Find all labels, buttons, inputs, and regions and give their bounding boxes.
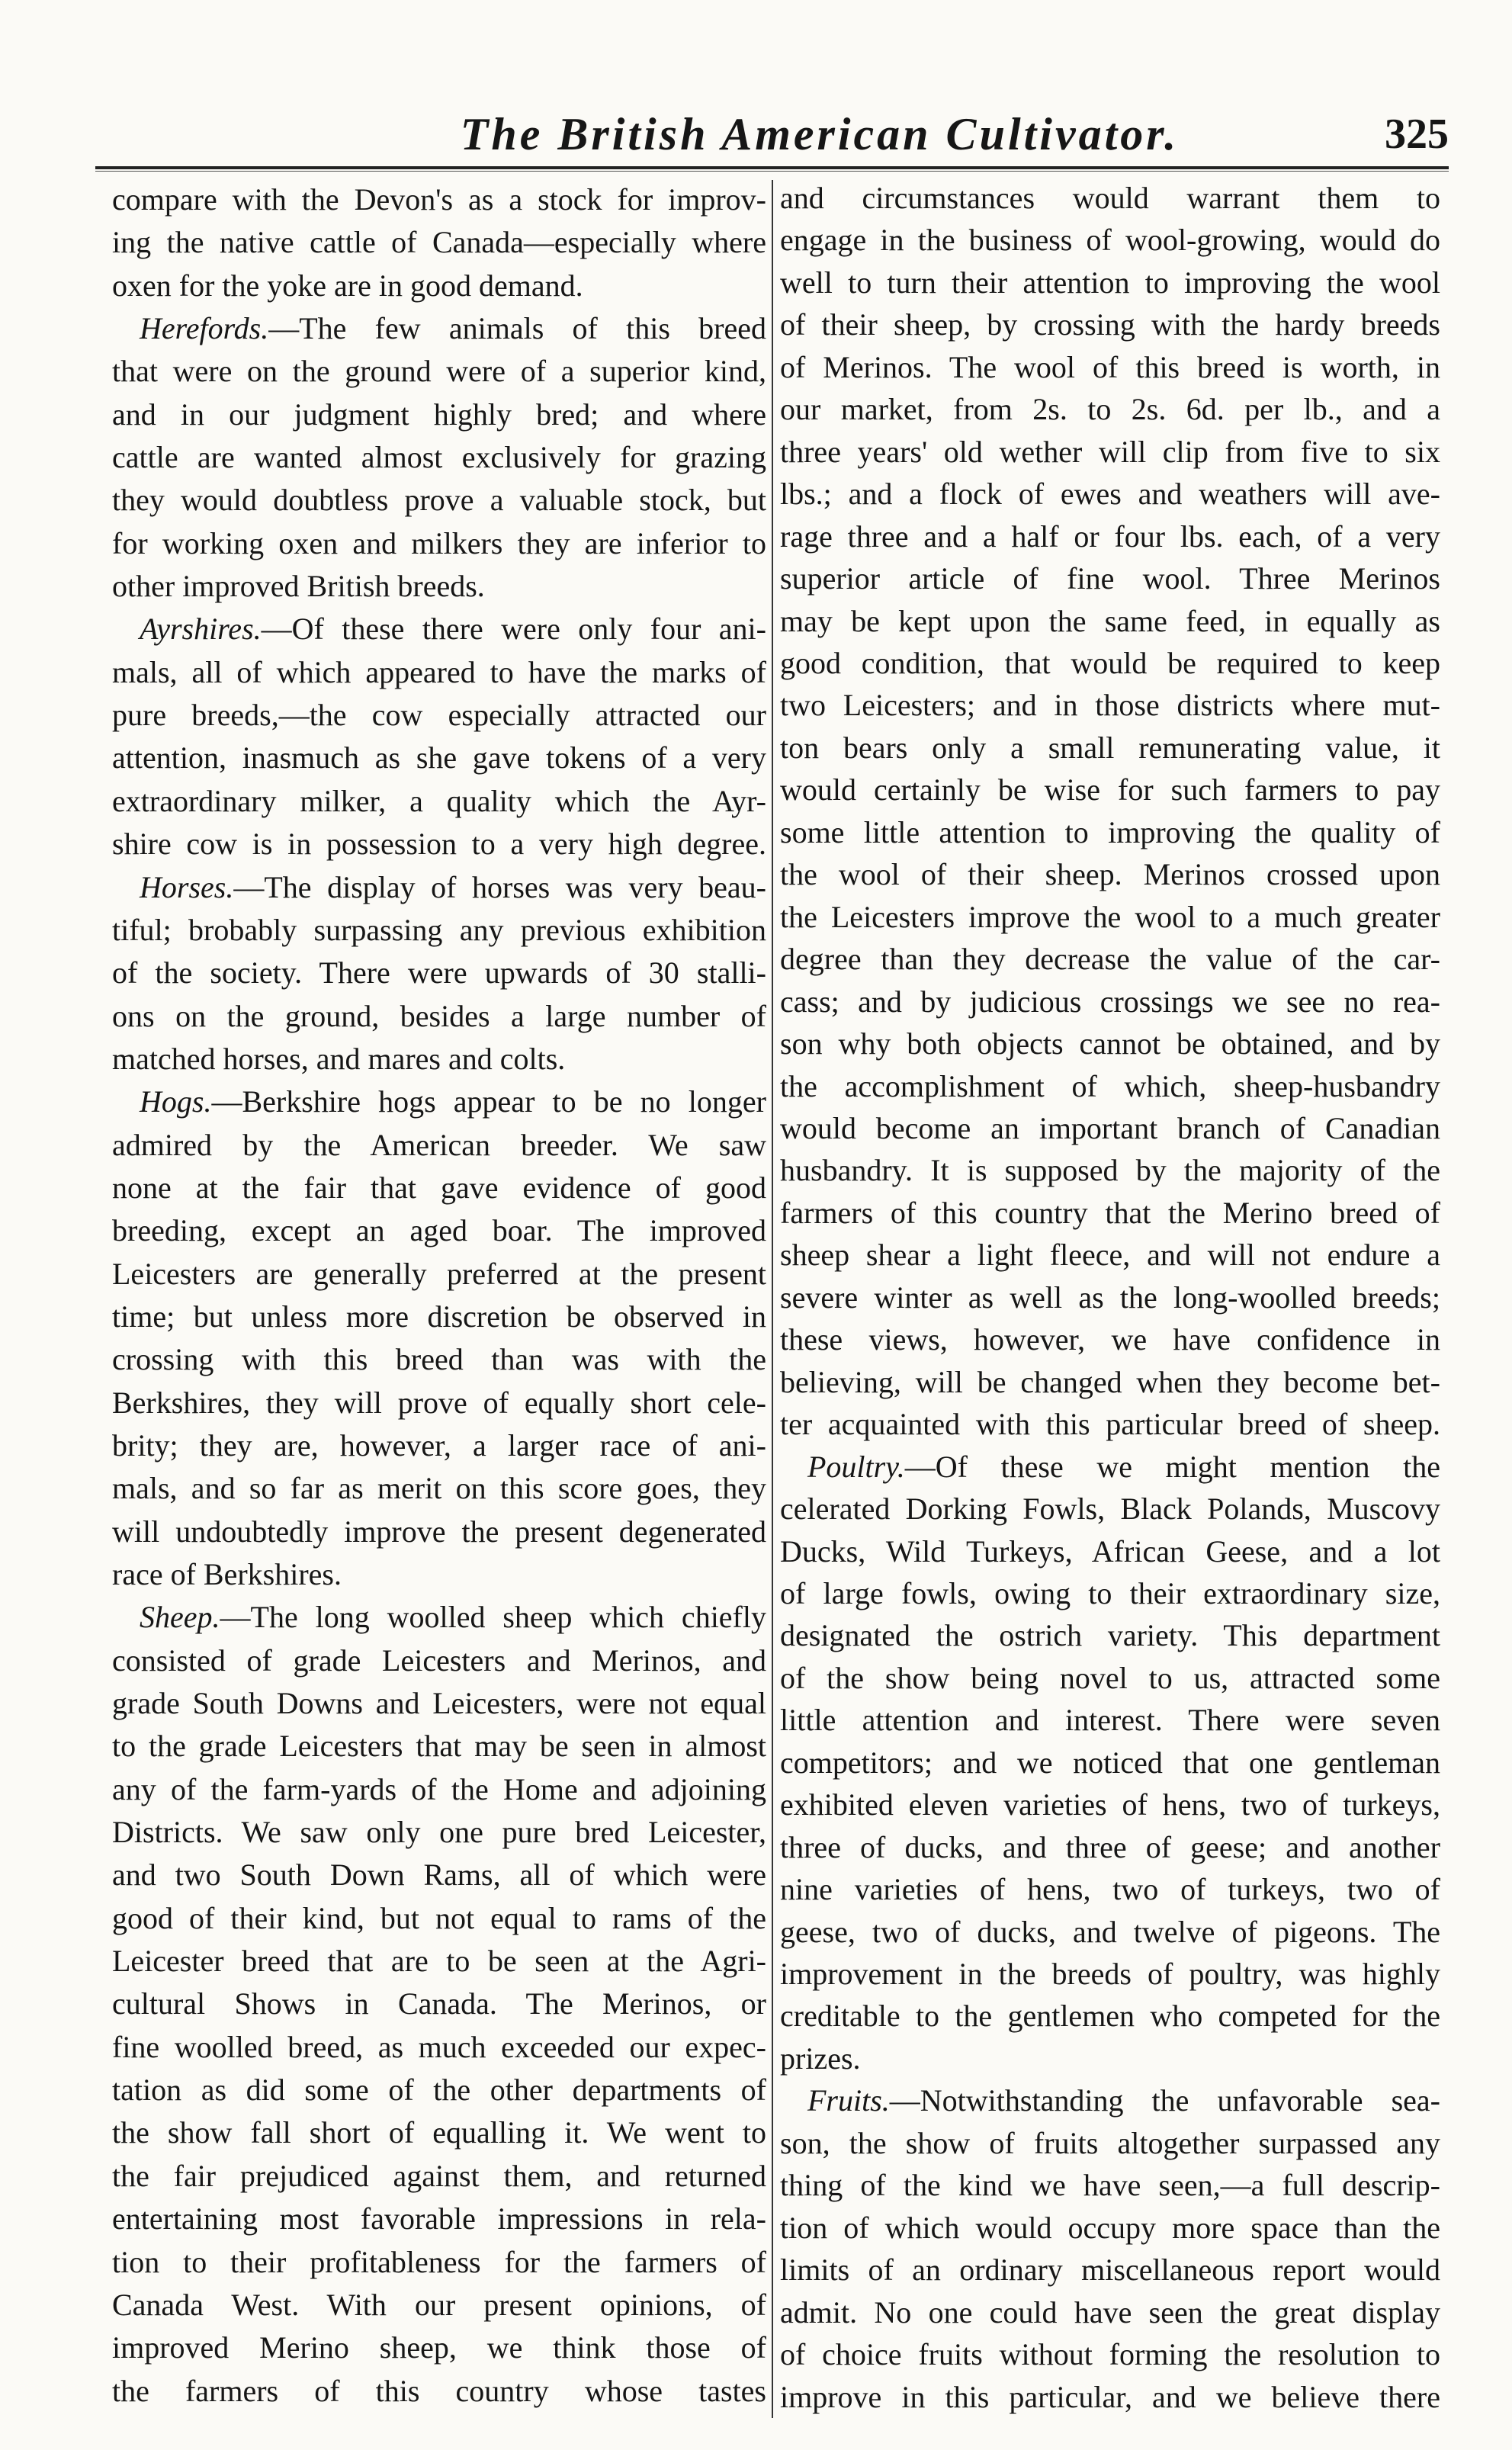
text-line: tation as did some of the other departments of — [112, 2073, 766, 2108]
text-line: of their sheep, by crossing with the hardy breeds — [780, 307, 1440, 342]
left-column — [112, 178, 766, 2413]
text-line: designated the ostrich variety. This department — [780, 1618, 1440, 1653]
text-line: ons on the ground, besides a large number of — [112, 998, 766, 1033]
header-rule — [95, 166, 1449, 169]
section-heading: Sheep. — [140, 1600, 220, 1635]
text-line: fine woolled breed, as much exceeded our expec- — [112, 2029, 766, 2064]
text-line: to the grade Leicesters that may be seen in almost — [112, 1729, 766, 1764]
text-line: competitors; and we noticed that one gentleman — [780, 1745, 1440, 1780]
text-line: oxen for the yoke are in good demand. — [112, 268, 583, 303]
text-line: well to turn their attention to improving the wool — [780, 265, 1440, 300]
text-line: improve in this particular, and we believe there — [780, 2379, 1440, 2414]
text-line: Districts. We saw only one pure bred Leicester, — [112, 1815, 766, 1850]
text-line: three of ducks, and three of geese; and another — [780, 1829, 1440, 1864]
text-line: son why both objects cannot be obtained, and by — [780, 1026, 1440, 1061]
text-line: husbandry. It is supposed by the majority of the — [780, 1153, 1440, 1188]
text-line: for working oxen and milkers they are inferior to — [112, 525, 766, 560]
text-line: limits of an ordinary miscellaneous report would — [780, 2253, 1440, 2288]
text-line: grade South Downs and Leicesters, were not equal — [112, 1686, 766, 1721]
section-heading: Fruits. — [807, 2083, 890, 2118]
text-line: ter acquainted with this particular breed of sheep. — [780, 1407, 1440, 1442]
running-title: The British American Cultivator. — [460, 109, 1180, 159]
text-line: tion of which would occupy more space than the — [780, 2210, 1440, 2245]
text-line: improvement in the breeds of poultry, was highly — [780, 1957, 1440, 1992]
text-line: admired by the American breeder. We saw — [112, 1127, 766, 1162]
text-line: engage in the business of wool-growing, would do — [780, 223, 1440, 258]
text-line: the show fall short of equalling it. We went to — [112, 2115, 766, 2150]
text-line: Leicester breed that are to be seen at the Agri- — [112, 1944, 766, 1979]
text-line: Leicesters are generally preferred at the present — [112, 1256, 766, 1291]
text-line: Ducks, Wild Turkeys, African Geese, and a lot — [780, 1533, 1440, 1569]
text-run: —The display of horses was very beau- — [233, 869, 766, 904]
text-line: attention, inasmuch as she gave tokens of a very — [112, 740, 766, 775]
text-run: —Berkshire hogs appear to be no longer — [211, 1084, 766, 1119]
text-line: may be kept upon the same feed, in equally as — [780, 603, 1440, 638]
text-line: Canada West. With our present opinions, of — [112, 2287, 766, 2322]
text-line: of the society. There were upwards of 30 stalli- — [112, 955, 766, 991]
paragraph-start-line — [112, 608, 766, 650]
text-line: sheep shear a light fleece, and will not endure a — [780, 1238, 1440, 1273]
text-line: creditable to the gentlemen who competed for the — [780, 1999, 1440, 2034]
text-line: nine varieties of hens, two of turkeys, two of — [780, 1872, 1440, 1907]
text-line: believing, will be changed when they become bet- — [780, 1364, 1440, 1399]
text-line: the Leicesters improve the wool to a much greater — [780, 899, 1440, 934]
text-line: pure breeds,—the cow especially attracted our — [112, 698, 766, 733]
text-line: and circumstances would warrant them to — [780, 181, 1440, 215]
text-line: compare with the Devon's as a stock for improv- — [112, 182, 766, 217]
text-line: our market, from 2s. to 2s. 6d. per lb., and a — [780, 392, 1440, 427]
text-line: of choice fruits without forming the resolution to — [780, 2337, 1440, 2372]
text-line: race of Berkshires. — [112, 1557, 342, 1591]
paragraph-start-line — [112, 1596, 766, 1639]
text-line: son, the show of fruits altogether surpassed any — [780, 2125, 1440, 2160]
text-line: matched horses, and mares and colts. — [112, 1041, 566, 1076]
paragraph-start-line — [112, 866, 766, 909]
text-line: the accomplishment of which, sheep-husbandry — [780, 1068, 1440, 1103]
text-line: superior article of fine wool. Three Merinos — [780, 561, 1440, 596]
text-line: severe winter as well as the long-woolled breeds; — [780, 1280, 1440, 1315]
text-run: —Notwithstanding the unfavorable sea- — [889, 2083, 1440, 2118]
text-line: consisted of grade Leicesters and Merinos, and — [112, 1642, 766, 1678]
header-rule-thin — [95, 171, 1449, 172]
text-line: two Leicesters; and in those districts where mut- — [780, 688, 1440, 723]
text-line: rage three and a half or four lbs. each, of a very — [780, 519, 1440, 554]
text-line: some little attention to improving the quality of — [780, 814, 1440, 849]
text-line: degree than they decrease the value of the car- — [780, 942, 1440, 977]
text-line: prizes. — [780, 2041, 861, 2076]
text-line: would certainly be wise for such farmers to pay — [780, 772, 1440, 808]
right-column — [780, 177, 1440, 2418]
text-line: other improved British breeds. — [112, 569, 485, 604]
text-line: farmers of this country that the Merino breed of — [780, 1195, 1440, 1230]
text-run: —The long woolled sheep which chiefly — [220, 1600, 766, 1635]
text-line: of large fowls, owing to their extraordinary size, — [780, 1575, 1440, 1610]
text-line: extraordinary milker, a quality which the Ayr- — [112, 783, 766, 818]
text-line: entertaining most favorable impressions in rela- — [112, 2201, 766, 2236]
paragraph-start-line — [780, 1446, 1440, 1488]
text-line: exhibited eleven varieties of hens, two of turkeys, — [780, 1787, 1440, 1822]
text-line: of Merinos. The wool of this breed is worth, in — [780, 349, 1440, 384]
text-line: they would doubtless prove a valuable stock, but — [112, 483, 766, 518]
text-line: and in our judgment highly bred; and where — [112, 397, 766, 432]
text-line: good condition, that would be required to keep — [780, 645, 1440, 680]
text-line: of the show being novel to us, attracted some — [780, 1660, 1440, 1695]
text-run: —Of these we might mention the — [904, 1449, 1440, 1484]
page-number: 325 — [1385, 111, 1449, 158]
text-line: the fair prejudiced against them, and returned — [112, 2158, 766, 2193]
text-line: geese, two of ducks, and twelve of pigeons. The — [780, 1914, 1440, 1949]
text-line: celerated Dorking Fowls, Black Polands, Muscovy — [780, 1492, 1440, 1527]
paragraph-start-line — [780, 2079, 1440, 2121]
text-line: shire cow is in possession to a very high degree. — [112, 827, 766, 862]
text-line: the wool of their sheep. Merinos crossed upon — [780, 857, 1440, 892]
text-line: ing the native cattle of Canada—especially where — [112, 225, 766, 260]
text-line: little attention and interest. There were seven — [780, 1703, 1440, 1738]
text-line: admit. No one could have seen the great display — [780, 2294, 1440, 2330]
text-line: thing of the kind we have seen,—a full descrip- — [780, 2168, 1440, 2203]
text-line: time; but unless more discretion be observed in — [112, 1299, 766, 1334]
text-line: mals, and so far as merit on this score goes, they — [112, 1471, 766, 1506]
text-line: three years' old wether will clip from five to six — [780, 434, 1440, 469]
section-heading: Herefords. — [140, 311, 269, 346]
text-run: —The few animals of this breed — [268, 311, 766, 346]
text-line: will undoubtedly improve the present degenerated — [112, 1514, 766, 1549]
text-line: Berkshires, they will prove of equally short cele- — [112, 1385, 766, 1420]
paragraph-start-line — [112, 307, 766, 350]
text-line: mals, all of which appeared to have the marks of — [112, 654, 766, 689]
text-line: and two South Down Rams, all of which were — [112, 1858, 766, 1893]
text-line: crossing with this breed than was with the — [112, 1342, 766, 1377]
text-line: ton bears only a small remunerating value, it — [780, 730, 1440, 765]
text-line: tiful; brobably surpassing any previous exhibition — [112, 912, 766, 947]
text-line: the farmers of this country whose tastes — [112, 2373, 766, 2408]
section-heading: Poultry. — [807, 1449, 905, 1484]
text-line: none at the fair that gave evidence of good — [112, 1170, 766, 1205]
text-line: breeding, except an aged boar. The improved — [112, 1213, 766, 1248]
section-heading: Horses. — [140, 869, 234, 904]
text-line: cultural Shows in Canada. The Merinos, or — [112, 1986, 766, 2021]
text-line: that were on the ground were of a superior kind, — [112, 354, 766, 389]
text-line: cass; and by judicious crossings we see no rea- — [780, 984, 1440, 1019]
text-line: improved Merino sheep, we think those of — [112, 2330, 766, 2365]
text-line: cattle are wanted almost exclusively for grazing — [112, 440, 766, 475]
section-heading: Hogs. — [140, 1084, 212, 1119]
text-line: would become an important branch of Canadian — [780, 1110, 1440, 1145]
text-line: tion to their profitableness for the farmers of — [112, 2244, 766, 2279]
text-line: good of their kind, but not equal to rams of the — [112, 1900, 766, 1935]
text-line: any of the farm-yards of the Home and adjoining — [112, 1771, 766, 1806]
text-line: these views, however, we have confidence in — [780, 1322, 1440, 1357]
paragraph-start-line — [112, 1081, 766, 1123]
text-line: brity; they are, however, a larger race of ani- — [112, 1427, 766, 1463]
section-heading: Ayrshires. — [140, 612, 262, 647]
column-rule — [772, 180, 773, 2418]
text-line: lbs.; and a flock of ewes and weathers will ave- — [780, 477, 1440, 512]
text-run: —Of these there were only four ani- — [261, 612, 766, 647]
